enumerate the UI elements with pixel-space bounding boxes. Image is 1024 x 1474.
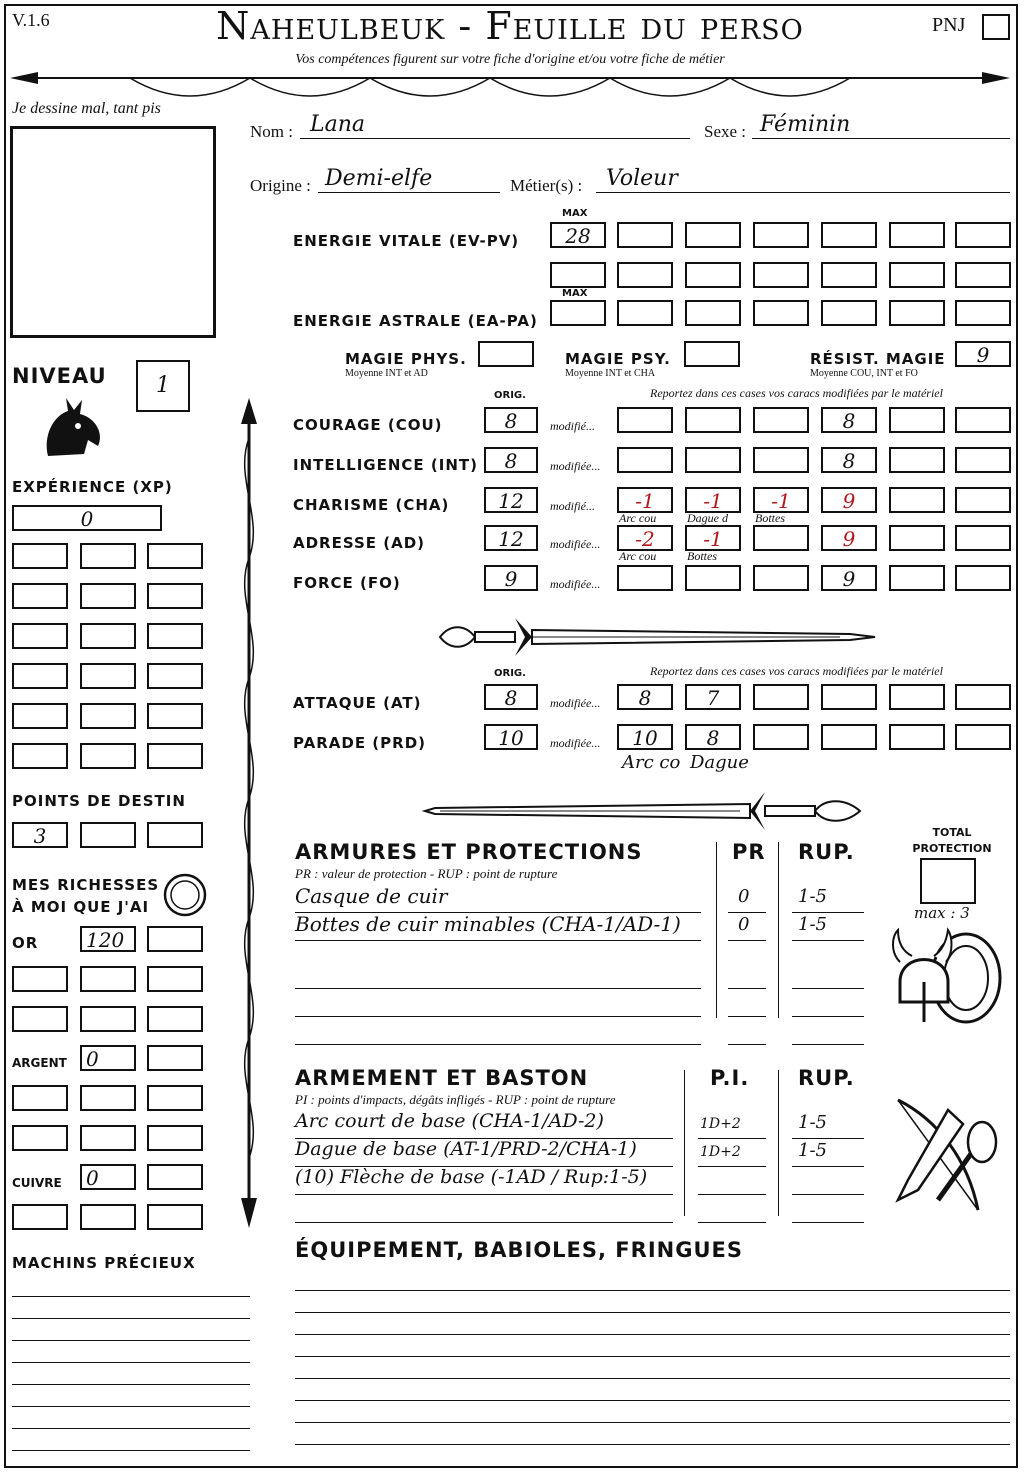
origine-value[interactable]: Demi-elfe: [325, 166, 433, 191]
armor-rup-line-0: [792, 912, 864, 913]
equip-line-6[interactable]: [295, 1422, 1010, 1423]
xp-box-r2-c2[interactable]: [147, 623, 203, 649]
combat-report-note: Reportez dans ces cases vos caracs modifiées par le matériel: [650, 664, 943, 678]
equipment-title: ÉQUIPEMENT, BABIOLES, FRINGUES: [295, 1238, 743, 1262]
armor-divider-2: [778, 842, 779, 1018]
portrait-caption: Je dessine mal, tant pis: [12, 100, 161, 117]
sexe-label: Sexe :: [704, 122, 747, 141]
or-box-2[interactable]: [147, 926, 203, 952]
combat-mod-0-1[interactable]: 7: [685, 684, 741, 710]
xp-box-r1-c1[interactable]: [80, 583, 136, 609]
combat-mod-1-5[interactable]: [955, 724, 1011, 750]
combat-mod-label-1: modifiée...: [550, 736, 601, 750]
ev-label: ENERGIE VITALE (EV-PV): [293, 232, 520, 250]
equip-line-4[interactable]: [295, 1378, 1010, 1379]
armor-pr-line-0: [728, 912, 766, 913]
armor-note: PR : valeur de protection - RUP : point de rupture: [295, 866, 558, 881]
energy-box-r2-c5[interactable]: [955, 300, 1011, 326]
money-box-r2-c0[interactable]: [12, 1006, 68, 1032]
sword-icon-2: [420, 786, 880, 836]
magie-psy-note: Moyenne INT et CHA: [565, 368, 656, 379]
stat-mod-3-5[interactable]: [955, 525, 1011, 551]
argent-box-2[interactable]: [147, 1045, 203, 1071]
stat-mod-0-3[interactable]: 8: [821, 407, 877, 433]
magie-phys-value[interactable]: [478, 341, 534, 367]
sexe-value[interactable]: Féminin: [760, 112, 851, 137]
energy-box-r2-c4[interactable]: [889, 300, 945, 326]
armor-rup-line-4: [792, 1044, 864, 1045]
stat-note-3-0: Arc cou: [619, 549, 657, 563]
stat-mod-1-0[interactable]: [617, 447, 673, 473]
money-box-r5-c0[interactable]: [12, 1125, 68, 1151]
argent-value[interactable]: 0: [80, 1045, 136, 1071]
stat-note-2-0: Arc cou: [619, 511, 657, 525]
stat-note-2-2: Bottes: [755, 511, 785, 525]
xp-box-r2-c0[interactable]: [12, 623, 68, 649]
total-protection-label-1: TOTAL: [932, 826, 972, 839]
equip-line-3[interactable]: [295, 1356, 1010, 1357]
page-subtitle: Vos compétences figurent sur votre fiche d'origine et/ou votre fiche de métier: [295, 52, 725, 67]
niveau-value[interactable]: 1: [136, 360, 190, 412]
combat-note-2: Dague: [690, 752, 749, 773]
precieux-label: MACHINS PRÉCIEUX: [12, 1254, 196, 1272]
armor-name-line-1[interactable]: [295, 940, 701, 941]
combat-mod-label-0: modifiée...: [550, 696, 601, 710]
precieux-line-0: [12, 1296, 250, 1297]
weapons-title: ARMEMENT ET BASTON: [295, 1066, 589, 1090]
combat-orig-label: ORIG.: [494, 668, 526, 679]
armor-pr-header: PR: [732, 840, 766, 864]
xp-box-r4-c2[interactable]: [147, 703, 203, 729]
money-box-r5-c1[interactable]: [80, 1125, 136, 1151]
metier-line: [596, 192, 1010, 193]
precieux-line-4: [12, 1384, 250, 1385]
combat-note-1: Arc co: [622, 752, 681, 773]
weapons-divider-2: [778, 1070, 779, 1216]
money-box-r4-c2[interactable]: [147, 1085, 203, 1111]
energy-box-r2-c3[interactable]: [821, 300, 877, 326]
stat-mod-0-1[interactable]: [685, 407, 741, 433]
stat-mod-4-2[interactable]: [753, 565, 809, 591]
combat-mod-1-1[interactable]: 8: [685, 724, 741, 750]
weapons-pi-header: P.I.: [710, 1066, 750, 1090]
stat-mod-label-1: modifiée...: [550, 459, 601, 473]
stat-mod-2-0[interactable]: -1: [617, 487, 673, 513]
resist-magie-value[interactable]: 9: [955, 341, 1011, 367]
stat-mod-2-1[interactable]: -1: [685, 487, 741, 513]
stat-mod-1-4[interactable]: [889, 447, 945, 473]
stat-mod-label-4: modifiée...: [550, 577, 601, 591]
stat-mod-label-0: modifié...: [550, 419, 595, 433]
armor-name-line-2[interactable]: [295, 988, 701, 989]
energy-box-r0-c4[interactable]: [889, 222, 945, 248]
ea-max-value[interactable]: [550, 300, 606, 326]
armor-item-pr-0[interactable]: 0: [738, 886, 750, 907]
energy-box-r2-c0[interactable]: [617, 300, 673, 326]
weapons-rup-header: RUP.: [798, 1066, 855, 1090]
coin-icon: [162, 872, 208, 918]
xp-box-r3-c0[interactable]: [12, 663, 68, 689]
armor-pr-line-1: [728, 940, 766, 941]
combat-label-0: ATTAQUE (AT): [293, 694, 422, 712]
precieux-line-6: [12, 1428, 250, 1429]
energy-box-r0-c1[interactable]: [685, 222, 741, 248]
magie-phys-label: MAGIE PHYS.: [345, 350, 467, 368]
armor-divider-1: [716, 842, 717, 1018]
stat-mod-0-4[interactable]: [889, 407, 945, 433]
helmet-shield-icon: [888, 922, 1008, 1032]
argent-label: ARGENT: [12, 1056, 67, 1070]
weapon-rup-line-3: [792, 1222, 864, 1223]
weapon-name-line-3[interactable]: [295, 1222, 673, 1223]
weapons-divider-1: [684, 1070, 685, 1216]
money-box-r4-c1[interactable]: [80, 1085, 136, 1111]
armor-rup-line-3: [792, 1016, 864, 1017]
stat-mod-2-3[interactable]: 9: [821, 487, 877, 513]
stat-mod-2-4[interactable]: [889, 487, 945, 513]
stat-mod-4-3[interactable]: 9: [821, 565, 877, 591]
money-box-r1-c1[interactable]: [80, 966, 136, 992]
metier-value[interactable]: Voleur: [606, 166, 678, 191]
combat-mod-0-5[interactable]: [955, 684, 1011, 710]
stat-mod-1-1[interactable]: [685, 447, 741, 473]
ea-max-label: MAX: [562, 288, 588, 299]
money-box-r5-c2[interactable]: [147, 1125, 203, 1151]
precieux-line-3: [12, 1362, 250, 1363]
xp-box-r2-c1[interactable]: [80, 623, 136, 649]
equip-line-0[interactable]: [295, 1290, 1010, 1291]
weapon-item-name-1[interactable]: Dague de base (AT-1/PRD-2/CHA-1): [295, 1138, 637, 1160]
xp-box-r3-c1[interactable]: [80, 663, 136, 689]
niveau-label: NIVEAU: [12, 364, 107, 388]
nom-line: [300, 138, 690, 139]
origine-line: [318, 192, 500, 193]
stat-mod-1-5[interactable]: [955, 447, 1011, 473]
total-protection-value[interactable]: [920, 858, 976, 904]
combat-mod-1-4[interactable]: [889, 724, 945, 750]
pnj-checkbox[interactable]: [982, 14, 1010, 40]
dragon-icon: [38, 396, 108, 466]
stat-label-3: ADRESSE (AD): [293, 534, 426, 552]
stat-orig-3[interactable]: 12: [484, 525, 538, 551]
destin-label: POINTS DE DESTIN: [12, 792, 186, 810]
combat-mod-0-4[interactable]: [889, 684, 945, 710]
version-label: V.1.6: [12, 10, 50, 30]
xp-box-r4-c1[interactable]: [80, 703, 136, 729]
armor-item-name-1[interactable]: Bottes de cuir minables (CHA-1/AD-1): [295, 912, 681, 936]
energy-box-r2-c2[interactable]: [753, 300, 809, 326]
energy-box-r1-c2[interactable]: [753, 262, 809, 288]
xp-box-r0-c1[interactable]: [80, 543, 136, 569]
or-value[interactable]: 120: [80, 926, 136, 952]
energy-box-r0-c0[interactable]: [617, 222, 673, 248]
armor-rup-line-1: [792, 940, 864, 941]
xp-box-r4-c0[interactable]: [12, 703, 68, 729]
money-box-r7-c0[interactable]: [12, 1204, 68, 1230]
stat-orig-2[interactable]: 12: [484, 487, 538, 513]
armor-pr-line-2: [728, 988, 766, 989]
weapon-rup-line-0: [792, 1138, 864, 1139]
or-label: OR: [12, 934, 39, 952]
stat-mod-3-0[interactable]: -2: [617, 525, 673, 551]
stats-report-note: Reportez dans ces cases vos caracs modifiées par le matériel: [650, 386, 943, 400]
ev-max-label: MAX: [562, 208, 588, 219]
magie-phys-note: Moyenne INT et AD: [345, 368, 428, 379]
stat-label-1: INTELLIGENCE (INT): [293, 456, 478, 474]
money-box-r2-c1[interactable]: [80, 1006, 136, 1032]
xp-box-r5-c2[interactable]: [147, 743, 203, 769]
xp-box-r1-c2[interactable]: [147, 583, 203, 609]
energy-box-r1-c0[interactable]: [617, 262, 673, 288]
weapons-cross-icon: [878, 1090, 1008, 1220]
armor-pr-line-4: [728, 1044, 766, 1045]
armor-name-line-3[interactable]: [295, 1016, 701, 1017]
stats-orig-label: ORIG.: [494, 390, 526, 401]
portrait-box[interactable]: [10, 126, 216, 338]
combat-mod-0-0[interactable]: 8: [617, 684, 673, 710]
weapon-item-name-0[interactable]: Arc court de base (CHA-1/AD-2): [295, 1110, 604, 1132]
weapons-note: PI : points d'impacts, dégâts infligés - RUP : point de rupture: [295, 1092, 616, 1107]
energy-box-r0-c5[interactable]: [955, 222, 1011, 248]
magie-psy-value[interactable]: [684, 341, 740, 367]
money-box-r1-c2[interactable]: [147, 966, 203, 992]
equip-line-2[interactable]: [295, 1334, 1010, 1335]
stat-note-3-1: Bottes: [687, 549, 717, 563]
page-title: Naheulbeuk - Feuille du perso: [216, 4, 804, 48]
armor-item-rup-1[interactable]: 1-5: [798, 914, 827, 935]
precieux-line-1: [12, 1318, 250, 1319]
energy-box-r0-c3[interactable]: [821, 222, 877, 248]
destin-box-2[interactable]: [80, 822, 136, 848]
weapon-item-name-2[interactable]: (10) Flèche de base (-1AD / Rup:1-5): [295, 1166, 648, 1188]
armor-item-pr-1[interactable]: 0: [738, 914, 750, 935]
cuivre-value[interactable]: 0: [80, 1164, 136, 1190]
stat-orig-4[interactable]: 9: [484, 565, 538, 591]
weapon-item-rup-1[interactable]: 1-5: [798, 1140, 827, 1161]
armor-rup-line-2: [792, 988, 864, 989]
xp-box-r5-c0[interactable]: [12, 743, 68, 769]
stat-mod-3-4[interactable]: [889, 525, 945, 551]
spear-divider-icon: [10, 62, 1010, 102]
xp-box-r0-c2[interactable]: [147, 543, 203, 569]
armor-pr-line-3: [728, 1016, 766, 1017]
weapon-item-pi-0[interactable]: 1D+2: [700, 1116, 741, 1132]
max-note: max : 3: [914, 904, 970, 922]
xp-box-r0-c0[interactable]: [12, 543, 68, 569]
stat-mod-4-4[interactable]: [889, 565, 945, 591]
metier-label: Métier(s) :: [510, 176, 583, 195]
money-box-r1-c0[interactable]: [12, 966, 68, 992]
magie-psy-label: MAGIE PSY.: [565, 350, 671, 368]
combat-mod-1-0[interactable]: 10: [617, 724, 673, 750]
stat-orig-0[interactable]: 8: [484, 407, 538, 433]
stat-mod-0-5[interactable]: [955, 407, 1011, 433]
xp-value[interactable]: 0: [12, 505, 162, 531]
armor-name-line-4[interactable]: [295, 1044, 701, 1045]
energy-box-r0-c2[interactable]: [753, 222, 809, 248]
stat-mod-0-0[interactable]: [617, 407, 673, 433]
origine-label: Origine :: [250, 176, 311, 195]
energy-box-r1-c4[interactable]: [889, 262, 945, 288]
total-protection-label-2: PROTECTION: [912, 842, 992, 855]
richesses-label-1: MES RICHESSES: [12, 876, 160, 894]
stat-mod-1-2[interactable]: [753, 447, 809, 473]
stat-mod-label-3: modifiée...: [550, 537, 601, 551]
richesses-label-2: À MOI QUE J'AI: [12, 898, 150, 916]
vertical-spear-icon: [234, 398, 264, 1228]
destin-value[interactable]: 3: [12, 822, 68, 848]
nom-value[interactable]: Lana: [310, 112, 366, 137]
combat-mod-1-3[interactable]: [821, 724, 877, 750]
precieux-line-5: [12, 1406, 250, 1407]
stat-mod-3-3[interactable]: 9: [821, 525, 877, 551]
money-box-r7-c1[interactable]: [80, 1204, 136, 1230]
money-box-r7-c2[interactable]: [147, 1204, 203, 1230]
stat-mod-4-1[interactable]: [685, 565, 741, 591]
combat-mod-0-2[interactable]: [753, 684, 809, 710]
ev-max-value[interactable]: 28: [550, 222, 606, 248]
energy-box-r1-c1[interactable]: [685, 262, 741, 288]
energy-box-r2-c1[interactable]: [685, 300, 741, 326]
nom-label: Nom :: [250, 122, 293, 141]
precieux-line-2: [12, 1340, 250, 1341]
equip-line-7[interactable]: [295, 1444, 1010, 1445]
cuivre-box-2[interactable]: [147, 1164, 203, 1190]
xp-label: EXPÉRIENCE (XP): [12, 478, 173, 496]
money-box-r2-c2[interactable]: [147, 1006, 203, 1032]
xp-box-r1-c0[interactable]: [12, 583, 68, 609]
stat-mod-3-1[interactable]: -1: [685, 525, 741, 551]
stat-label-4: FORCE (FO): [293, 574, 401, 592]
equip-line-5[interactable]: [295, 1400, 1010, 1401]
sexe-line: [752, 138, 1010, 139]
ea-label: ENERGIE ASTRALE (EA-PA): [293, 312, 538, 330]
stat-note-2-1: Dague d: [687, 511, 728, 525]
stat-label-2: CHARISME (CHA): [293, 496, 450, 514]
combat-mod-1-2[interactable]: [753, 724, 809, 750]
stat-mod-1-3[interactable]: 8: [821, 447, 877, 473]
destin-box-3[interactable]: [147, 822, 203, 848]
combat-orig-1[interactable]: 10: [484, 724, 538, 750]
stat-mod-2-5[interactable]: [955, 487, 1011, 513]
resist-magie-label: RÉSIST. MAGIE: [810, 350, 946, 368]
stat-orig-1[interactable]: 8: [484, 447, 538, 473]
sword-icon: [420, 612, 880, 662]
stat-mod-0-2[interactable]: [753, 407, 809, 433]
weapon-pi-line-2: [698, 1194, 766, 1195]
weapon-rup-line-1: [792, 1166, 864, 1167]
energy-box-r1-c-extra[interactable]: [550, 262, 606, 288]
armor-rup-header: RUP.: [798, 840, 855, 864]
xp-box-r3-c2[interactable]: [147, 663, 203, 689]
stat-mod-label-2: modifié...: [550, 499, 595, 513]
energy-box-r1-c3[interactable]: [821, 262, 877, 288]
combat-label-1: PARADE (PRD): [293, 734, 427, 752]
stat-mod-2-2[interactable]: -1: [753, 487, 809, 513]
combat-orig-0[interactable]: 8: [484, 684, 538, 710]
weapon-rup-line-2: [792, 1194, 864, 1195]
stat-mod-4-0[interactable]: [617, 565, 673, 591]
pnj-label: PNJ: [932, 14, 966, 36]
stat-mod-3-2[interactable]: [753, 525, 809, 551]
weapon-item-rup-0[interactable]: 1-5: [798, 1112, 827, 1133]
weapon-pi-line-3: [698, 1222, 766, 1223]
combat-mod-0-3[interactable]: [821, 684, 877, 710]
energy-box-r1-c5[interactable]: [955, 262, 1011, 288]
weapon-item-pi-1[interactable]: 1D+2: [700, 1144, 741, 1160]
stat-label-0: COURAGE (COU): [293, 416, 443, 434]
armor-title: ARMURES ET PROTECTIONS: [295, 840, 643, 864]
stat-mod-4-5[interactable]: [955, 565, 1011, 591]
armor-item-name-0[interactable]: Casque de cuir: [295, 884, 448, 908]
precieux-line-7: [12, 1450, 250, 1451]
weapon-name-line-2[interactable]: [295, 1194, 673, 1195]
weapon-pi-line-1: [698, 1166, 766, 1167]
xp-box-r5-c1[interactable]: [80, 743, 136, 769]
equip-line-1[interactable]: [295, 1312, 1010, 1313]
weapon-pi-line-0: [698, 1138, 766, 1139]
resist-magie-note: Moyenne COU, INT et FO: [810, 368, 918, 379]
money-box-r4-c0[interactable]: [12, 1085, 68, 1111]
cuivre-label: CUIVRE: [12, 1176, 62, 1190]
armor-item-rup-0[interactable]: 1-5: [798, 886, 827, 907]
